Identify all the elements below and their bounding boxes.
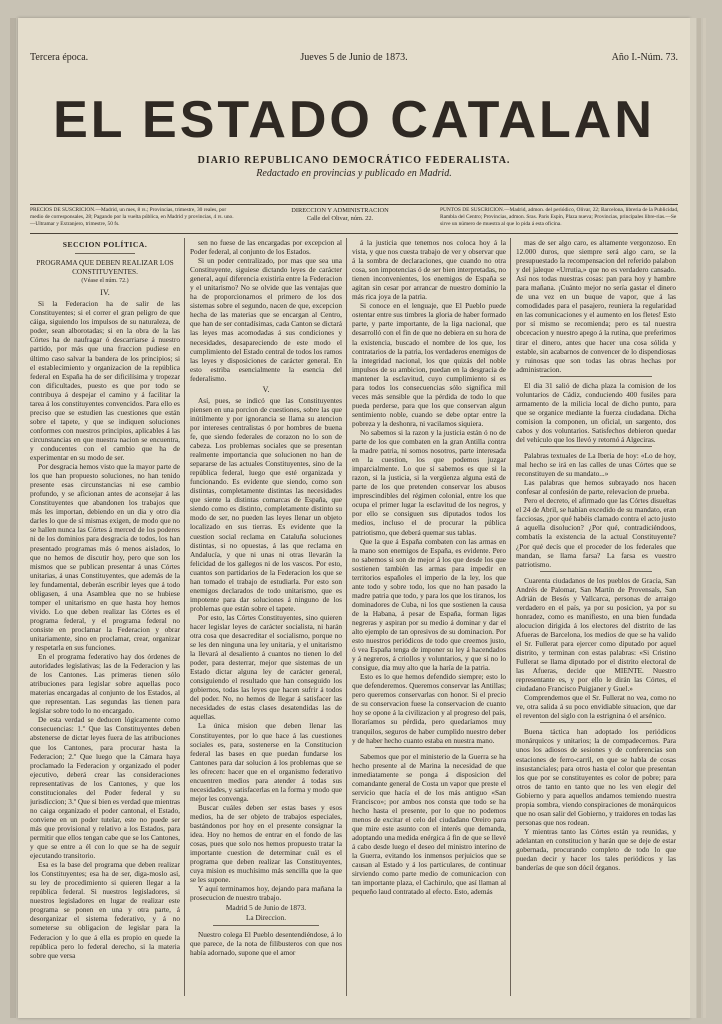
signature-name: La Direccion. [245,913,287,923]
paragraph: Así, pues, se indicó que las Constituyentes piensen en una porcion de cuestiones, sobre las que inútilmente y por ignorancia se llama su atencion por intereses centralistas ó por hombres de buena fe, que siendo federales de corazon no lo son de cabeza. Los problemas sociales que se presentan realmente importancia que solucionen no han de separarse de las actuales Constituyentes, sino de la república federal, luego que esté organizada y funcionando. Es evidente que siendo, como son distintas, completamente distintas las necesidades que siente la distintas comarcas de España, que siendo como es distinto, completamente distinto su modo de ser, no pueden las leyes llenar un objeto localizado en sus tierras. Es evidente que la cuestion social reclama en Cataluña soluciones distintas, si no opuestas, á las que reclama en Andalucía, y que ni unas ni otras llevarán la felicidad de los gallegos ni de los vascos. Por esto, cuantos son partidarios de la Federacion los que se han tomado el trabajo de estudiarla. Por esto son enemigos declarados de todo unitarismo, que es impotente para dar soluciones á ninguno de los problemas que están sobre el tapete. [190,395,342,613]
section-rule [75,253,135,254]
paragraph: Cuarenta ciudadanos de los pueblos de Gracia, San Andrés de Palomar, San Martín de Provensals, San Adrián de Besós y Vallcarca, personas de arraigo verdadero en el país, ya por su posicion, ya por su honradez, como es manifiesto, en una bien fundada alocucion dirigida á los electores del distrito de las Afueras de Barcelona, los medios de que se ha valido el Sr. Fullerat para ejercer como diputado por aquel distrito, y terminan con estas palabras: «Si Cristino Fullerat se llama diputado por el distrito electoral de las Afueras, decide que MIENTE. Nuestro representante es, y por ello le dirán las Córtes, el ciudadano Francisco Puigjaner y Guel.» [516,575,676,694]
paragraph: mas de ser algo caro, es altamente vergonzoso. En 12.000 duros, que siempre será algo caro, se la presupuestado la recompensacion del referido palabon y del jaleque «Urrutia,» que no es verdadero cansado. Así nos todas nuestras cosas: pan para hoy y hambre para mañana. ¡Cuánto mejor no sería gastar el dinero de una vez en un buque de vapor, que á las comodidades para el pasajero, reuniera la regularidad en las comunicaciones y el aumento en los fletes! Esto por sí mismo se recomienda; pero es tal nuestra obcecacion y nuestro apego á la rutina, que preferimos tirar el dinero, antes que hacer una cosa sólida y estable, sin acabarnos de convencer de lo dispendiosas y ruinosas que son todas las obras hechas por administracion. [516,238,676,374]
paragraph: El dia 31 salió de dicha plaza la comision de los voluntarios de Cádiz, conduciendo 400 fusiles para armamento de la milicia local de dicho punto, para que se organice mediante la fuerza ciudadana. Dicha comision la componen, un oficial, un sargento, dos cabos y dos voluntarios. Satisfechos debieron quedar del vehículo que los llevó y retornó á Algeciras. [516,380,676,444]
paragraph: No sabemos si la razon y la justicia están ó no de parte de los que combaten en la gran Antilla contra la madre patria, ni somos nosotros, parte interesada en la cuestion, los que podemos juzgar imparcialmente. Lo que sí sabemos es que si la razon, si la justicia, si la vergüenza alguna está de parte de los que pretenden conservar los abusos imprescindibles del régimen colonial, entre los que ocupa el primer lugar la esclavitud de los negros, y por ello se consiguen sus diputados todos los medios, incluso el de procurar la pública patriotismo, que deberá quemar sus tablas. [352,427,506,537]
paragraph: La única mision que deben llenar las Constituyentes, por lo que hace á las cuestiones sociales es, para, sostenerse en la Constitucion federal las bases en que puedan fundarse los Cantones para dar solucion á los problemas que se les ofrecen: hacer que en el organismo federativo encuentren medios para atender á todas sus necesidades, y satisfacerlas en la forma y modo que mejor les convenga. [190,721,342,803]
paragraph: Buscar cuáles deben ser estas bases y esos medios, ha de ser objeto de trabajos especiales, bastándonos por hoy en el presente consignar la idea. Hoy no hemos de entrar en el fondo de las cosas, pues que solo nos hemos propuesto tratar la importante cuestion de determinar cuál es el programa que deben realizar las Constituyentes, cuya mision es muchísimo más sencilla que la que se les supone. [190,802,342,885]
article-rule [375,747,483,748]
masthead-editorial-note: Redactado en provincias y publicado en Madrid. [256,168,452,179]
paragraph: Comprendemos que el Sr. Fullerat no vea, como no ve, otra salida á su poco envidiable situacion, que dar el reventon del siglo con la estrignina ó el arsénico. [516,693,676,721]
column-divider [184,238,185,996]
column-divider [346,238,347,996]
left-page-edge [10,18,16,1018]
paragraph: Por esto, las Córtes Constituyentes, sino quieren hacer legislar leyes de carácter socialista, ni harán otra cosa que desacreditar el socialismo, porque no se les den ninguna una ley unitaria, y el unitarismo la llevará al desaliento á cuantos no tienen lo del poder, para desterrar, mejor que sistemas de un Estado dictar alguna ley de carácter general, consiguiendo el resultado que han conseguido los gobiernos, todas las leyes que hacen sufrir á todos del poder. No, no hemos de llegar á satisfacer las necesidades de estas clases desatendidas las de aquellas. [190,612,342,722]
paragraph: En el programa federativo hay dos órdenes de autoridades legislativas; las de la Federacion y las de los Cantones. Las primeras tienen sólo atribuciones para legislar sobre aquellas poco materias encargadas al conjunto de los Estados, al que representan. Las segundas las tienen para legislar sobre todo lo no encargado. [30,652,180,716]
direction-title: DIRECCION Y ADMINISTRACION [291,207,389,214]
paragraph: Sabemos que por el ministerio de la Guerra se ha hecho presente al de Marina la necesidad de que inmediatamente se ponga á disposicion del comandante general de Costa un vapor que preste el servicio que hacía el de los más antiguo «San Francisco»; por ambos nos consta que todo se ha hecho hasta el presente, por lo que no podemos menos de excitar el celo del ciudadano Oreiro para que mire este asunto con el interés que demanda, adoptando una medida enérgica á fin de que se llevé á cabo desde luego el deseo del ministro interino de la Guerra, evitando los inmensos perjuicios que se causan al Estado y á los particulares, de continuar sirviendo como parte medio de comunicacion con tan importante plaza, el Cachirulo, que así llaman al pequeño laud contratado al efecto. Esto, además [352,751,506,897]
paragraph: Buena táctica han adoptado los periódicos monárquicos y unitarios; la de compadecernos. Para unos los adiosos de sesiones y de conferencias son estaciones de ferro-carril, en que se habla de cosas insustanciales; para otros hasta el color que presentan los que por se constituyentes es color de pobre; para otros de tanto en tanto que no les ven elegir del Gobierno y para aquellos andamos temiendo nuestra propia sombra, viendo conspiraciones de monárquicos que no osan salir del Gobierno, y traidores en todas las personas que nos rodean. [516,727,676,827]
info-bar [30,204,678,234]
paragraph: Si la Federacion ha de salir de las Constituyentes; si el correr el gran peligro de que cáiga, siguiendo los impulsos de su naturaleza, de poder, sean alborotadas; si en la obra de la las Córtes ha de naufragar ó descarriarse á nuestro partido, por más que una fraccion pudiese en último caso salvar la bandera de los principios; si el establecimiento y organizacion de la república federal en España ha de ser dificilísima y tropezar con dificultades, puesto es que por todo se contribuya á despejar el camino y á facilitar la tarea á los constituyentes convencidos. Para ello es preciso que se estudien las cuestiones que están sobre el tapete, y que se indiquen soluciones conformes con nuestros principios, aplicables á las circunstancias en que nuestra nacion se encuentra, y conducentes con el cambio que ha de experimentar en su modo de ser. [30,299,180,463]
direction-box [250,207,430,223]
masthead-title: EL ESTADO CATALAN [53,91,655,149]
right-page-edge [697,18,701,1018]
paragraph: Pero el decreto, el afirmado que las Córtes disueltas el 24 de Abril, se habían excedido de su mandato, eran facciosas, ¿por qué habéis clamado contra el acto justo á aquella disolucion? ¿Por qué, contradiciéndoos, combatís la existencia de la actual Constituyente? ¿Por qué decís que el proceder de los federales que mandan, se llama farsa? La farsa es vuestro patriotismo. [516,496,676,569]
paragraph: Si conoce en el lenguaje, que El Pueblo puede ostentar entre sus timbres la gloria de haber formado parte, y parte importante, de la liga nacional, que desarrolló con el fin de que no debiera en su hora de la existencia, buscado el nombre de los que, los contratarios de la patria, los verdaderos enemigos de la integridad nacional, los que quizás del noble impulsos de su ambicion, puedan en la desgracia de mantener la esclavitud, cuyo cumplimiento si es para todos los consecuencias sólo significa mil veces más sensible que la pérdida de todo lo que pueda perderse, para que los que conservan algun sentimiento noble, cuando se debe optar entre la pobreza y la deshonra, ni vacilamos siquiera. [352,301,506,428]
paragraph: Que la que á España combaten con las armas en la mano son enemigos de España, es evidente. Pero no sabemos si son de mejor á los que desde los que sostienen también las armas para impedir en territorios españoles el imperio de la ley, los que ante todo y sobre todo, los que no han pasado la madre patria que todo, y para los que los tiranos, los dominadores de Cuba, ni los que sostienen la causa de la Habana, á pesar de España, forman ligas negreras y aspiran por su medio á dominar y dar el alto ejemplo de tan opresivos de su dominacion. Por esto nuestros periódicos de todo que creemos justo, ó vea España tenga de imponer su ley á hacendados y á negreros, á criollos y voluntarios, y que si no lo consigue, dia muy alto que la haría de la patria. [352,536,506,673]
article-note: (Véase el núm. 72.) [81,278,129,285]
issue-number: Año I.-Núm. 73. [611,52,678,63]
subscription-points: PUNTOS DE SUSCRICION.—Madrid, admon. del periódico, Olivar, 22; Barcelona, libreria de la Publicidad, Rambla del Centro; Provincias, admon. Sras. Paris Espín, Plaza nueva; Provincias, principales libre-rias.—Se sirve un número de muestra al que lo pida á esta oficina. [440,207,679,227]
paragraph: sen no fuese de las encargadas por excepcion al Poder federal, al conjunto de los Estados. [190,238,342,257]
top-header-line [30,52,678,64]
column-3 [352,238,506,996]
paragraph: Palabras textuales de La Iberia de hoy: «Lo de hoy, mal hecho se irá en las calles de unas Córtes que se reconstituyen de su mandato...» [516,451,676,479]
paragraph: á la justicia que tenemos nos coloca hoy á la vista, y que nos cuesta trabajo de ver y observar que á la sombra de declaraciones, que cuando no otra cosa, son impotencias ó de ser bien interpretadas, no tienen inconvenientes, los enemigos de España se agitan sin cesar por arrancar de nuestro dominio la más rica joya de la patria. [352,238,506,302]
subscription-prices: PRECIOS DE SUSCRICION.—Madrid, un mes, 8 rs.; Provincias, trimestre, 30 reales, por medio de corresponsales, 28; Pagando por la vuelta pública, en Madrid y provincias, 4 rs. uno.—Ultramar y Extranjero, trimestre, 50 fs. [30,207,234,227]
paragraph: Por desgracia hemos visto que la mayor parte de los que han propuesto soluciones, no han tenido presente esas circunstancias ni ese cambio profundo, y se aficionan antes de aconsejar á las Constituyentes que abandonen los trabajos que más les importan, debiendo en un dia y otro dia darles lo que de sí mismas exigen, de modo que no se hallen nunca las Córtes á merced de los poderes ni de los dominios para desgracia de todos, los han presentado programas más ó menos aislados, lo que no hemos de discutir hoy, pero que son los mismos que se publican presentar á unas Córtes unitarias, á unas Constituyentes, que además de la ley fundamental, deberán escribir leyes que á todo obligasen, á una Asamblea que no se hubiese tomper el unitarismo en que hasta hoy hemos vivido. Lo que deben realizar las Córtes es el programa federal, y el programa federal no consiste en proclamar la Federacion y obrar unitariamente, sino en proclamar, crear, organizar y respetarla en sus funciones. [30,462,180,653]
article-rule [213,925,319,926]
direction-address: Calle del Olivar, núm. 22. [306,215,374,222]
right-page-edge [703,18,706,1018]
column-divider [510,238,511,996]
column-1 [30,238,180,996]
article-rule [540,446,652,447]
newspaper-page [18,18,690,1018]
paragraph: De esta verdad se deducen lógicamente como consecuencias: 1.º Que las Constituyentes deben abstenerse de dictar leyes fuera de las atribuciones que los Cantones, para procurar hasta la Federacion; 2.º Que luego que la Cámara haya proclamado la Federacion y organizado el poder ejecutivo, deberá crear las consideraciones representativas de los Cantones, y que los constitucionales del Poder federal y su jurisdiccion; 3.º Que si bien es verdad que mientras no caiga organizado el poder cantonal, el Estado, conviene en un poder tutelar, este no puede ser más que provisional y relativo a los Estados, para permitir que ellos tengan cabe que se los Cantones, y que se entre a él con lo que se ha de seguir ejecutando transitorio. [30,715,180,861]
part-number: IV. [100,288,110,298]
article-rule [540,376,652,377]
column-2 [190,238,342,996]
section-heading: SECCION POLÍTICA. [62,240,148,249]
part-number: V. [262,384,270,394]
paragraph: Esto es lo que hemos defendido siempre; esto lo que defenderemos. Queremos conservar las Antillas; pero queremos conservarlas con honor. Si el precio de su conservacion fuese la conservacion de cuanto hoy se opone á la civilizacion y al progreso del país, lloraríamos su pérdida, pero quedaríamos muy tranquilos, seguros de haber cumplido nuestro deber y de haber hecho cuanto estaba en nuestra mano. [352,672,506,745]
paragraph: Y aquí terminamos hoy, dejando para mañana la prosecucion de nuestro trabajo. [190,884,342,903]
paragraph: Si un poder centralizado, por mas que sea una Constituyente, siguiese dictando leyes de carácter general, aquí diferencia existiría entre la Federacion y el unitarismo? No se olvide que las ventajas que ha de proporcionarnos el primero de los dos sistemas sobre el segundo, nacen de que, excepcion hecha de las materias que se encargan al Centro, que han de ser contadísimas, cada Canton se dictará las leyes mas acomodadas á sus condiciones y necesidades, desapareciendo de este modo el cumplimiento del Estado central de todos los ramos las leyes y disposiciones de carácter general. En esto estriba esencialmente la esencia del federalismo. [190,256,342,383]
signature-place: Madrid 5 de Junio de 1873. [225,903,307,913]
paragraph: Esa es la base del programa que deben realizar los Constituyentes; esa ha de ser, diga-moslo así, su ley de procedimiento si quieren llegar a la república federal. Si nuestros legisladores, si nuestros legisladores en lugar de realizar este programa se ponen en una y otra parte, á desorganizar el sistema federativo, y á no someterse su obligacion de legislar para la Federacion y lo que á ella es propio en quede la república pero lo federal derecho, si la materia sobre que versa [30,860,180,960]
article-rule [540,571,652,572]
paragraph: Y mientras tanto las Córtes están ya reunidas, y adelantan en constitucion y harán que se deje de estar gobernada, procurando completo de todo lo que puedan decir y hacer los tales periódicos y las banderías de que son dócil órganos. [516,826,676,873]
paragraph: Nuestro colega El Pueblo desentendiéndose, á lo que parece, de la nota de filibusteros con que nos había adornado, supone que el amor [190,929,342,957]
article-title: PROGRAMA QUE DEBEN REALIZAR LOS CONSTITUYENTES. [36,258,174,277]
column-4 [516,238,676,996]
issue-date: Jueves 5 de Junio de 1873. [300,52,408,63]
masthead-subtitle: DIARIO REPUBLICANO DEMOCRÁTICO FEDERALISTA. [197,155,511,166]
right-page-edge [690,18,696,1018]
epoch-label: Tercera época. [30,52,89,63]
paragraph: Las palabras que hemos subrayado nos hacen confesar al confesión de parte, relevacion de prueba. [516,478,676,497]
article-rule [540,722,652,723]
